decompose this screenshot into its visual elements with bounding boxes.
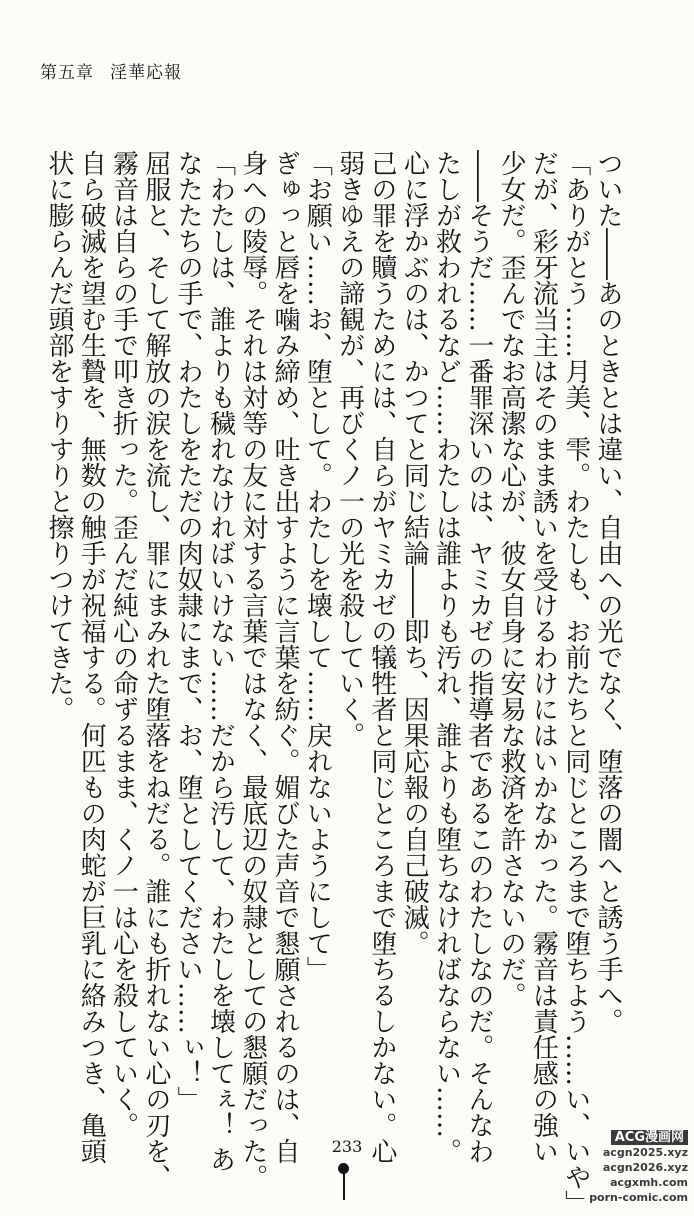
watermark-url: acgn2025.xyz [602, 1146, 688, 1159]
text-line: 霧音は自らの手で叩き折った。歪んだ純心の命ずるまま、くノ一は心を殺していく。 [108, 150, 139, 1138]
text-line: 弱きゆえの諦観が、再びくノ一の光を殺していく。 [334, 150, 365, 748]
text-line: 状に膨らんだ頭部をすりすりと擦りつけてきた。 [43, 150, 74, 722]
thumb-index-line [343, 1172, 345, 1200]
page-number: 233 [331, 1137, 363, 1156]
text-line: ――そうだ……一番罪深いのは、ヤミカゼの指導者であるこのわたしなのだ。そんなわ [463, 150, 494, 1164]
text-line: 「ありがとう……月美、雫。わたしも、お前たちと同じところまで堕ちよう……い、いや」 [560, 150, 591, 1216]
watermark-url: porn-comic.com [589, 1191, 688, 1204]
text-line: 自ら破滅を望む生贄を、無数の触手が祝福する。何匹もの肉蛇が巨乳に絡みつき、亀頭 [76, 150, 107, 1164]
watermark-url: acgn2026.xyz [602, 1161, 688, 1174]
text-line: 己の罪を贖うためには、自らがヤミカゼの犠牲者と同じところまで堕ちるしかない。心 [366, 150, 397, 1164]
text-line: なたたちの手で、わたしをただの肉奴隷にまで、お、堕としてください……ぃ！」 [173, 150, 204, 1112]
watermark-url: acgxmh.com [610, 1176, 688, 1189]
text-line: たしが救われるなど……わたしは誰よりも汚れ、誰よりも堕ちなければならない……。 [431, 150, 462, 1164]
text-line: 屈服と、そして解放の涙を流し、罪にまみれた堕落をねだる。誰にも折れない心の刃を、 [140, 150, 171, 1190]
text-line: だが、彩牙流当主はそのまま誘いを受けるわけにはいかなかった。霧音は責任感の強い [528, 150, 559, 1164]
watermark [589, 1128, 688, 1205]
text-line: 少女だ。歪んでなお高潔な心が、彼女自身に安易な救済を許さないのだ。 [496, 150, 527, 1008]
text-line: ぎゅっと唇を噛み締め、吐き出すように言葉を紡ぐ。媚びた声音で懇願されるのは、自 [270, 150, 301, 1164]
text-line: 「わたしは、誰よりも穢れなければいけない……だから汚して、わたしを壊してぇ！ あ [205, 150, 236, 1173]
chapter-title: 淫華応報 [110, 63, 182, 83]
running-header [40, 58, 182, 83]
text-line: 身への陵辱。それは対等の友に対する言葉ではなく、最底辺の奴隷としての懇願だった。 [237, 150, 268, 1190]
chapter-number: 第五章 [40, 63, 94, 83]
text-line: ついた――あのときとは違い、自由への光でなく、堕落の闇へと誘う手へ。 [593, 150, 623, 1034]
text-line: 「お願い……お、堕として。わたしを壊して……戻れないようにして」 [302, 150, 333, 982]
watermark-logo: ACG漫画网 [611, 1130, 688, 1145]
text-line: 心に浮かぶのは、かつてと同じ結論――即ち、因果応報の自己破滅。 [399, 150, 430, 956]
